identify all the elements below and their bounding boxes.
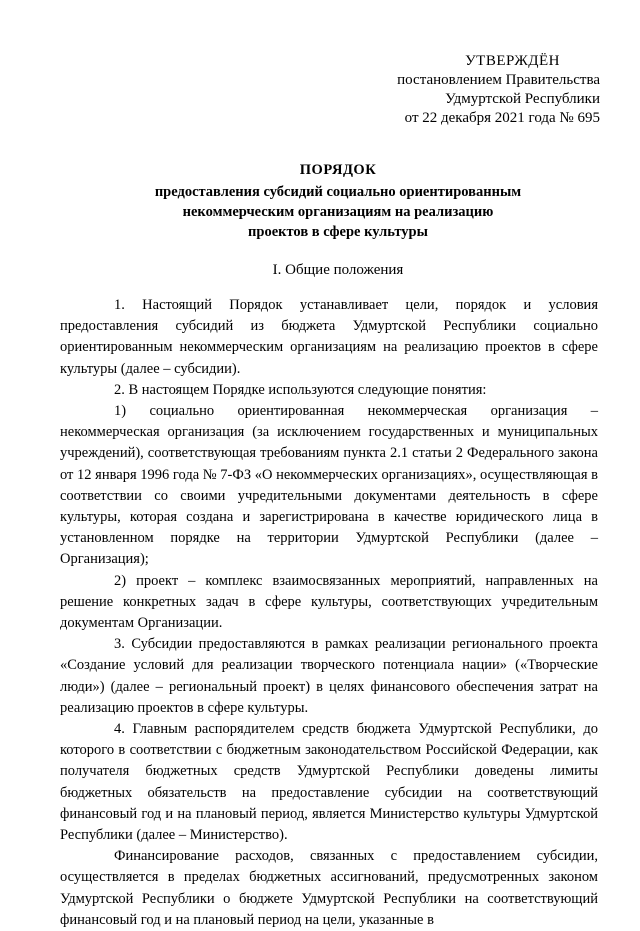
document-title [60,160,616,242]
title-heading: ПОРЯДОК [299,162,377,178]
section-heading: I. Общие положения [272,262,404,278]
approval-block [360,52,600,128]
paragraph-2: 2. В настоящем Порядке используются следующие понятия: [114,381,487,398]
paragraph-4: 4. Главным распорядителем средств бюджета Удмуртской Республики, до которого в соответствии с бюджетным законодательством Российской Федерации, как получателя бюджетных средств Удмуртской Республики доведены лимиты бюджетных обязательств на предоставление субсидии на соответствующий финансовый год и на плановый период, является Министерство культуры Удмуртской Республики (далее – Министерство). [60,721,598,844]
title-line: некоммерческим организациям на реализацию [182,204,494,220]
paragraph-3: 3. Субсидии предоставляются в рамках реализации регионального проекта «Создание условий для реализации творческого потенциала нации» («Творческие люди») (далее – региональный проект) в целях финансового обеспечения затрат на реализацию проектов в сфере культуры. [60,636,598,716]
approval-stamp: УТВЕРЖДЁН [465,53,560,69]
document-body [60,295,598,931]
paragraph-financing: Финансирование расходов, связанных с предоставлением субсидии, осуществляется в пределах бюджетных ассигнований, предусмотренных законом Удмуртской Республики о бюджете Удмуртской Республики на соответствующий финансовый год и на плановый период на цели, указанные в [60,848,598,928]
approval-date: от 22 декабря 2021 года № 695 [404,110,600,126]
approval-decree: постановлением Правительства [397,72,600,88]
paragraph-definition-1: 1) социально ориентированная некоммерческая организация – некоммерческая организация (за исключением государственных и муниципальных учреждений), соответствующая требованиям пункта 2.1 статьи 2 Федерального закона от 12 января 1996 года № 7-ФЗ «О некоммерческих организациях», осуществляющая в соответствии со своими учредительными документами деятельность в сфере культуры, которая создана и зарегистрирована в качестве юридического лица в установленном порядке на территории Удмуртской Республики (далее – Организация); [60,403,598,568]
paragraph-definition-2: 2) проект – комплекс взаимосвязанных мероприятий, направленных на решение конкретных задач в сфере культуры, соответствующих учредительным документам Организации. [60,572,598,632]
title-line: предоставления субсидий социально ориентированным [154,184,522,200]
approval-region: Удмуртской Республики [445,91,600,107]
title-line: проектов в сфере культуры [248,224,428,240]
paragraph-1: 1. Настоящий Порядок устанавливает цели, порядок и условия предоставления субсидий из бюджета Удмуртской Республики социально ориентированным некоммерческим организациям на реализацию проектов в сфере культуры (далее – субсидии). [60,297,598,377]
